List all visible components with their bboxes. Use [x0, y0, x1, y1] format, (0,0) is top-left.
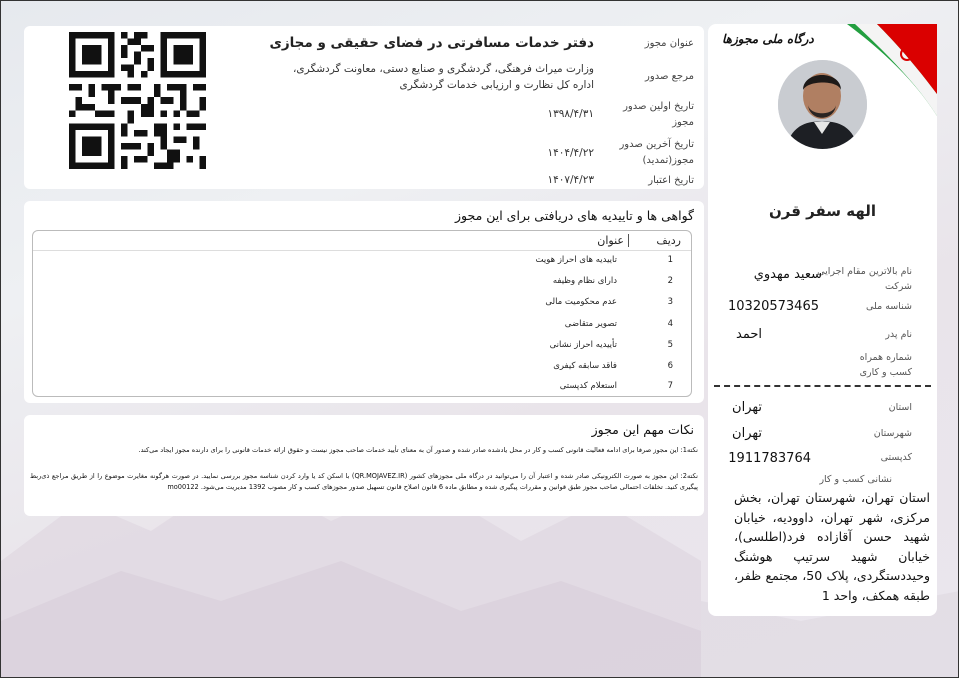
province-value: تهران [732, 400, 762, 415]
first-issue-value: ۱۳۹۸/۴/۳۱ [547, 108, 594, 120]
city-label: شهرستان [873, 428, 912, 439]
ceo-label: نام بالاترین مقام اجرایی شرکت [817, 266, 912, 292]
postal-code-value: 1911783764 [728, 451, 811, 466]
first-issue-label: تاریخ اولین صدور مجوز [623, 101, 694, 128]
avatar [778, 60, 867, 149]
city-value: تهران [732, 426, 762, 441]
address-label: نشانی کسب و کار [819, 474, 892, 485]
province-label: استان [888, 402, 912, 413]
issuer-value: وزارت میراث فرهنگی، گردشگری و صنایع دستی، معاونت گردشگری، اداره کل نظارت و ارزیابی خدمات گردشگری [293, 63, 594, 91]
holder-name: الهه سفر قرن [768, 202, 877, 220]
row-number: 6 [667, 361, 673, 371]
certificates-title: گواهی ها و تاییدیه های دریافتی برای این مجوز [455, 208, 694, 223]
father-name-value: احمد [736, 327, 762, 342]
last-issue-value: ۱۴۰۴/۴/۲۲ [547, 147, 594, 159]
national-id-value: 10320573465 [728, 299, 819, 314]
divider [714, 385, 931, 387]
row-number: 7 [667, 381, 673, 391]
row-title: استعلام کدپستی [559, 381, 617, 391]
row-number: 5 [667, 340, 673, 350]
issuer-label: مرجع صدور [645, 71, 694, 82]
national-id-label: شناسه ملی [866, 301, 912, 312]
last-issue-label: تاریخ آخرین صدور مجوز(تمدید) [619, 139, 694, 166]
header-divider [33, 250, 691, 251]
qr-code[interactable] [69, 32, 206, 169]
father-name-label: نام پدر [885, 329, 912, 340]
note-2: نکته2: این مجوز به صورت الکترونیکی صادر شده و اعتبار آن را می‌توانید در درگاه ملی مجوزهای کشور (QR.MOJAVEZ.IR) با اسکن کد یا وارد کردن شناسه مجوز بررسی نمایید. در صورت هرگونه مغایرت موضوع را از طریق مراجع ذی‌ربط پیگیری کنید. تخلفات احتمالی صاحب مجوز طبق قوانین و مقررات پیگیری شده و مطابق ماده 6 قانون اصلاح قانون تسهیل صدور مجوزهای کسب و کار مصوب 1392 مدیریت می‌شود. mo00122 [30, 472, 698, 491]
notes-title: نکات مهم این مجوز [591, 422, 694, 437]
note-1: نکته1: این مجوز صرفا برای ادامه فعالیت قانونی کسب و کار در محل یادشده صادر شده و صدور آن به معنای تأیید خدمات صاحب مجوز نیست و حقوق ارائه خدمات قانونی را برای دارنده مجوز ایجاد می‌کند. [138, 446, 698, 454]
row-number: 1 [667, 255, 673, 265]
row-number: 3 [667, 297, 673, 307]
row-title: تاییدیه های احراز هویت [535, 255, 617, 265]
portal-logo: درگاه ملی مجوزها [722, 32, 814, 46]
row-title: تصویر متقاضی [564, 319, 617, 329]
row-column-header: ردیف [656, 234, 681, 247]
validity-label: تاریخ اعتبار [648, 175, 694, 186]
row-title: دارای نظام وظیفه [552, 276, 617, 286]
row-title: تأییدیه احراز نشانی [549, 340, 617, 350]
row-title: عدم محکومیت مالی [545, 297, 617, 307]
license-card [24, 26, 704, 189]
postal-code-label: کدپستی [880, 452, 912, 463]
row-number: 4 [667, 319, 673, 329]
profile-card [708, 24, 937, 616]
license-title-label: عنوان مجوز [644, 38, 694, 49]
validity-value: ۱۴۰۷/۴/۲۳ [547, 174, 594, 186]
ceo-value: سعید مهدوي [753, 267, 822, 282]
row-title: فاقد سابقه کیفری [553, 361, 617, 371]
mobile-label: شماره همراه کسب و کاری [859, 352, 912, 378]
title-column-header: عنوان [597, 234, 629, 247]
license-title-value: دفتر خدمات مسافرتی در فضای حقیقی و مجازی [269, 35, 594, 51]
row-number: 2 [667, 276, 673, 286]
certificates-card [24, 201, 704, 403]
notes-card [24, 415, 704, 516]
certificates-table [32, 230, 692, 397]
address-value: استان تهران، شهرستان تهران، بخش مرکزی، شهر تهران، داوودیه، خیابان شهید حسن آقازاده فرد(اطلسی)، خیابان شهید سرتیپ هوشنگ وحیددستگردی، پلاک 50، مجتمع ظفر، طبقه همکف، واحد 1 [734, 490, 930, 603]
